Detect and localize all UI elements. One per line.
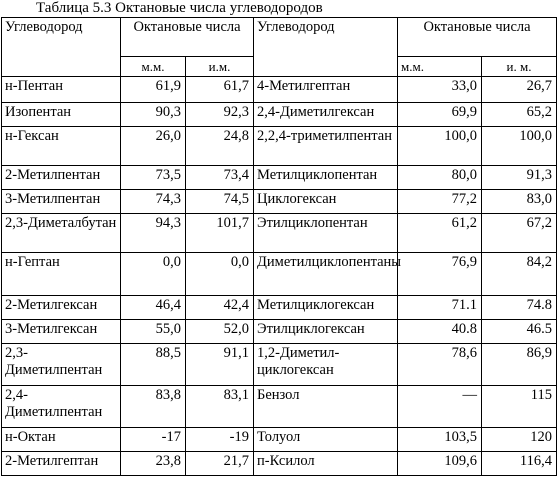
octane-mm-right: 61,2 bbox=[398, 214, 482, 253]
octane-im-right: 86,9 bbox=[482, 344, 557, 386]
table-row bbox=[2, 386, 557, 428]
table-row bbox=[2, 77, 557, 103]
octane-mm-right: 71.1 bbox=[398, 296, 482, 320]
table-row bbox=[2, 320, 557, 344]
table-row bbox=[2, 166, 557, 190]
table-row bbox=[2, 127, 557, 166]
header-left-im: и.м. bbox=[186, 57, 254, 77]
octane-im-left: -19 bbox=[186, 428, 254, 452]
octane-im-right: 83,0 bbox=[482, 190, 557, 214]
octane-im-right: 115 bbox=[482, 386, 557, 428]
octane-mm-left: -17 bbox=[121, 428, 186, 452]
octane-im-left: 42,4 bbox=[186, 296, 254, 320]
hydrocarbon-name-left: 2,3-Диметалбутан bbox=[2, 214, 121, 253]
hydrocarbon-name-left: 3-Метилпентан bbox=[2, 190, 121, 214]
header-octane-left: Октановые числа bbox=[121, 18, 254, 57]
octane-im-left: 91,1 bbox=[186, 344, 254, 386]
octane-im-left: 74,5 bbox=[186, 190, 254, 214]
hydrocarbon-name-left: н-Гексан bbox=[2, 127, 121, 166]
hydrocarbon-name-right: Толуол bbox=[254, 428, 398, 452]
hydrocarbon-name-left: Изопентан bbox=[2, 103, 121, 127]
hydrocarbon-name-left: 2-Метилгексан bbox=[2, 296, 121, 320]
table-row bbox=[2, 103, 557, 127]
hydrocarbon-name-left: н-Октан bbox=[2, 428, 121, 452]
octane-mm-right: — bbox=[398, 386, 482, 428]
hydrocarbon-name-right: Метилциклогексан bbox=[254, 296, 398, 320]
octane-mm-left: 46,4 bbox=[121, 296, 186, 320]
octane-im-left: 24,8 bbox=[186, 127, 254, 166]
hydrocarbon-name-right: Этилциклогексан bbox=[254, 320, 398, 344]
octane-mm-left: 23,8 bbox=[121, 452, 186, 476]
octane-mm-right: 100,0 bbox=[398, 127, 482, 166]
octane-im-right: 91,3 bbox=[482, 166, 557, 190]
hydrocarbon-name-left: 2,4-Диметилпентан bbox=[2, 386, 121, 428]
octane-mm-left: 0,0 bbox=[121, 253, 186, 296]
hydrocarbon-name-right: 1,2-Диметил-циклогексан bbox=[254, 344, 398, 386]
table-row bbox=[2, 190, 557, 214]
header-hydrocarbon-left: Углеводород bbox=[2, 18, 121, 77]
octane-im-right: 120 bbox=[482, 428, 557, 452]
hydrocarbon-name-right: п-Ксилол bbox=[254, 452, 398, 476]
table-row bbox=[2, 296, 557, 320]
octane-im-right: 74.8 bbox=[482, 296, 557, 320]
octane-mm-left: 73,5 bbox=[121, 166, 186, 190]
header-right-im: и. м. bbox=[482, 57, 557, 77]
hydrocarbon-name-left: 2-Метилпентан bbox=[2, 166, 121, 190]
table-row bbox=[2, 452, 557, 476]
octane-im-left: 101,7 bbox=[186, 214, 254, 253]
octane-mm-right: 77,2 bbox=[398, 190, 482, 214]
octane-im-left: 83,1 bbox=[186, 386, 254, 428]
octane-mm-right: 33,0 bbox=[398, 77, 482, 103]
header-left-mm: м.м. bbox=[121, 57, 186, 77]
octane-im-right: 65,2 bbox=[482, 103, 557, 127]
table-row bbox=[2, 253, 557, 296]
table-caption: Таблица 5.3 Октановые числа углеводородов bbox=[36, 0, 323, 16]
octane-mm-left: 61,9 bbox=[121, 77, 186, 103]
octane-im-left: 52,0 bbox=[186, 320, 254, 344]
header-octane-right: Октановые числа bbox=[398, 18, 557, 57]
hydrocarbon-name-right: Этилциклопентан bbox=[254, 214, 398, 253]
octane-mm-right: 78,6 bbox=[398, 344, 482, 386]
octane-mm-left: 88,5 bbox=[121, 344, 186, 386]
hydrocarbon-name-right: Метилциклопентан bbox=[254, 166, 398, 190]
octane-im-right: 100,0 bbox=[482, 127, 557, 166]
hydrocarbon-name-left: 2,3-Диметилпентан bbox=[2, 344, 121, 386]
octane-im-left: 21,7 bbox=[186, 452, 254, 476]
octane-mm-right: 103,5 bbox=[398, 428, 482, 452]
octane-im-right: 26,7 bbox=[482, 77, 557, 103]
octane-mm-right: 80,0 bbox=[398, 166, 482, 190]
octane-im-left: 61,7 bbox=[186, 77, 254, 103]
octane-im-right: 67,2 bbox=[482, 214, 557, 253]
octane-im-right: 116,4 bbox=[482, 452, 557, 476]
octane-mm-left: 90,3 bbox=[121, 103, 186, 127]
hydrocarbon-name-left: н-Гептан bbox=[2, 253, 121, 296]
octane-mm-left: 26,0 bbox=[121, 127, 186, 166]
octane-mm-right: 109,6 bbox=[398, 452, 482, 476]
table-row bbox=[2, 344, 557, 386]
octane-mm-right: 40.8 bbox=[398, 320, 482, 344]
header-right-mm: м.м. bbox=[398, 57, 482, 77]
hydrocarbon-name-right: 4-Метилгептан bbox=[254, 77, 398, 103]
hydrocarbon-name-right: Диметилциклопентаны bbox=[254, 253, 398, 296]
hydrocarbon-name-right: 2,2,4-триметилпентан bbox=[254, 127, 398, 166]
octane-table bbox=[1, 17, 557, 476]
hydrocarbon-name-right: Циклогексан bbox=[254, 190, 398, 214]
hydrocarbon-name-left: 3-Метилгексан bbox=[2, 320, 121, 344]
octane-mm-left: 74,3 bbox=[121, 190, 186, 214]
hydrocarbon-name-left: 2-Метилгептан bbox=[2, 452, 121, 476]
hydrocarbon-name-right: Бензол bbox=[254, 386, 398, 428]
octane-im-right: 84,2 bbox=[482, 253, 557, 296]
octane-mm-left: 55,0 bbox=[121, 320, 186, 344]
table-row bbox=[2, 428, 557, 452]
octane-im-left: 73,4 bbox=[186, 166, 254, 190]
octane-mm-left: 94,3 bbox=[121, 214, 186, 253]
header-hydrocarbon-right: Углеводород bbox=[254, 18, 398, 77]
octane-im-left: 0,0 bbox=[186, 253, 254, 296]
table-row bbox=[2, 214, 557, 253]
octane-mm-left: 83,8 bbox=[121, 386, 186, 428]
hydrocarbon-name-right: 2,4-Диметилгексан bbox=[254, 103, 398, 127]
octane-mm-right: 69,9 bbox=[398, 103, 482, 127]
octane-im-right: 46.5 bbox=[482, 320, 557, 344]
hydrocarbon-name-left: н-Пентан bbox=[2, 77, 121, 103]
octane-im-left: 92,3 bbox=[186, 103, 254, 127]
octane-mm-right: 76,9 bbox=[398, 253, 482, 296]
